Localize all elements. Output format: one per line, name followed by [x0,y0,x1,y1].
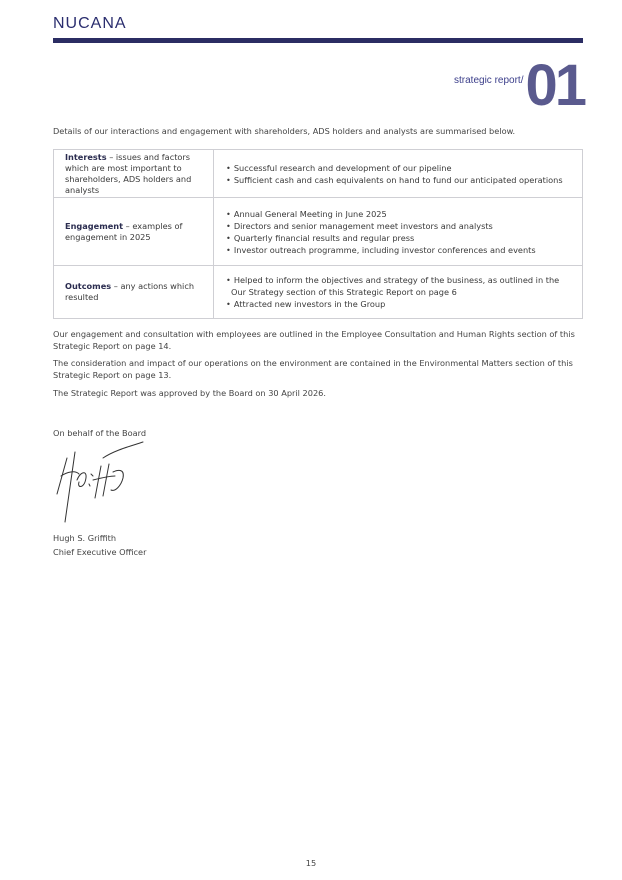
row-label-key: Engagement [65,220,124,231]
row-label-rest: – examples of engagement in 2025 [65,220,183,242]
sign-off-text: On behalf of the Board [53,428,147,438]
page-number: 15 [305,858,317,868]
engagement-table [53,149,583,319]
signature-image [55,440,147,524]
list-item: • Quarterly financial results and regular press [226,232,572,244]
signer-block [53,531,146,559]
signer-name: Hugh S. Griffith [53,533,117,543]
list-item: • Helped to inform the objectives and strategy of the business, as outlined in the Our Strategy section of this Strategic Report on page 6 [226,274,572,298]
row-label-rest: – issues and factors which are most important to shareholders, ADS holders and analysts [65,151,192,195]
signer-title: Chief Executive Officer [53,547,147,557]
row-bullets [214,198,583,266]
row-label-key: Outcomes [65,281,112,291]
table-row [54,150,583,198]
list-item: • Sufficient cash and cash equivalents on hand to fund our anticipated operations [226,174,572,186]
row-label-rest: – any actions which resulted [65,281,195,302]
paragraph-environment: The consideration and impact of our operations on the environment are contained in the Environmental Matters section of this Strategic Report on page 13. [53,358,573,380]
row-label [54,198,214,266]
section-label: strategic report/ [454,75,524,86]
table-row [54,266,583,319]
section-tag [454,53,584,118]
paragraph-employees: Our engagement and consultation with employees are outlined in the Employee Consultation and Human Rights section of this Strategic Report on page 14. [53,329,575,351]
row-label [54,266,214,319]
list-item: • Attracted new investors in the Group [226,298,572,310]
paragraph-approval: The Strategic Report was approved by the Board on 30 April 2026. [53,388,326,398]
list-item: • Successful research and development of our pipeline [226,162,572,174]
section-number: 01 [525,53,584,118]
list-item: • Annual General Meeting in June 2025 [226,208,572,220]
list-item: • Investor outreach programme, including investor conferences and events [226,244,572,256]
logo-text: NUCANA [53,15,127,32]
list-item: • Directors and senior management meet investors and analysts [226,220,572,232]
table-row [54,198,583,266]
row-label-key: Interests [65,151,107,162]
row-bullets [214,266,583,319]
intro-text: Details of our interactions and engagement with shareholders, ADS holders and analysts are summarised below. [53,126,516,136]
company-logo [53,15,127,33]
row-bullets [214,150,583,198]
row-label [54,150,214,198]
header-rule [53,38,583,43]
